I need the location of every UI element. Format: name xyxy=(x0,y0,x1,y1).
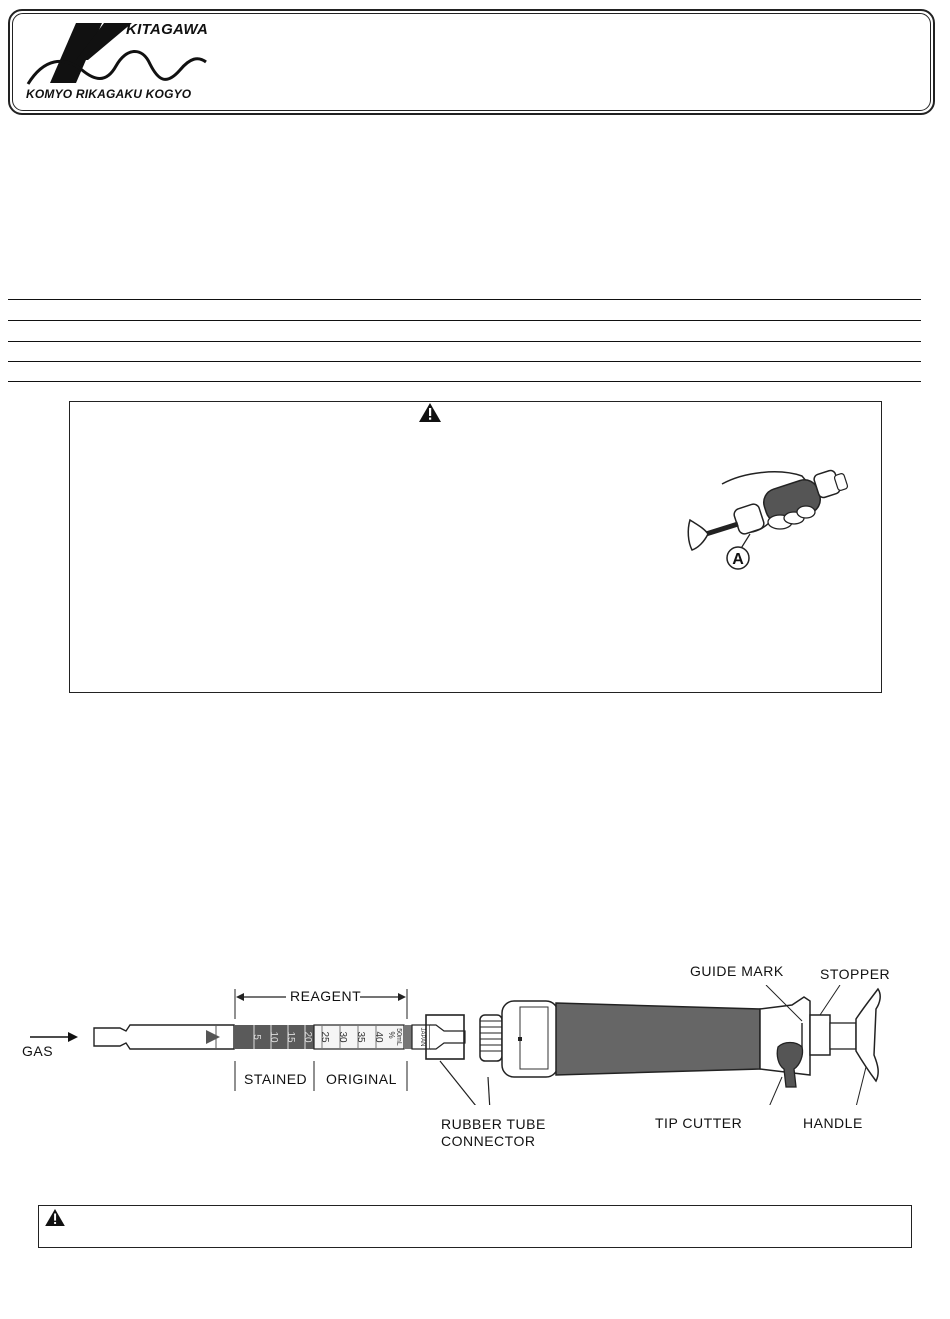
rule-line xyxy=(8,341,921,342)
brand-name: KITAGAWA xyxy=(126,21,209,38)
pump-grip xyxy=(556,1003,760,1075)
rule-line xyxy=(8,361,921,362)
scale-label: 30 xyxy=(337,1031,348,1043)
rule-line xyxy=(8,320,921,321)
warning-note-box xyxy=(38,1205,912,1248)
pump-head xyxy=(502,1001,558,1077)
scale-label: 10 xyxy=(268,1031,279,1043)
tube-volume: 50mL xyxy=(395,1028,402,1046)
hand-holding-pump-illustration xyxy=(684,462,864,572)
rule-line xyxy=(8,381,921,382)
rubber-tube-connector-label: RUBBER TUBE xyxy=(441,1116,546,1132)
scale-label: 35 xyxy=(355,1031,366,1043)
scale-unit: % xyxy=(387,1031,396,1039)
handle xyxy=(856,989,880,1081)
original-label: ORIGINAL xyxy=(326,1071,397,1087)
pump-inlet-cap xyxy=(480,1015,502,1061)
guide-mark-label: GUIDE MARK xyxy=(690,963,784,979)
detector-tube-pump-diagram xyxy=(20,985,900,1105)
scale-label: 25 xyxy=(319,1031,330,1043)
rubber-tube-connector-label-line2: CONNECTOR xyxy=(441,1133,536,1149)
stopper xyxy=(810,1015,830,1055)
warning-triangle-icon xyxy=(419,403,441,422)
gas-label: GAS xyxy=(22,1043,54,1059)
handle-label: HANDLE xyxy=(803,1115,863,1131)
stopper-label: STOPPER xyxy=(820,966,891,982)
scale-label: 5 xyxy=(251,1034,262,1040)
tip-cutter-label: TIP CUTTER xyxy=(655,1115,743,1131)
gas-flow-arrow xyxy=(68,1032,78,1042)
warning-triangle-icon xyxy=(45,1209,65,1226)
rule-line xyxy=(8,299,921,300)
figure-callout-a: A xyxy=(732,551,744,568)
reagent-label: REAGENT xyxy=(290,988,362,1004)
company-name: KOMYO RIKAGAKU KOGYO xyxy=(26,87,192,101)
scale-label: 20 xyxy=(302,1031,313,1043)
tube-origin: JAPAN xyxy=(419,1027,425,1047)
stained-label: STAINED xyxy=(244,1071,308,1087)
scale-label: 40 xyxy=(373,1031,384,1043)
scale-label: 15 xyxy=(285,1031,296,1043)
